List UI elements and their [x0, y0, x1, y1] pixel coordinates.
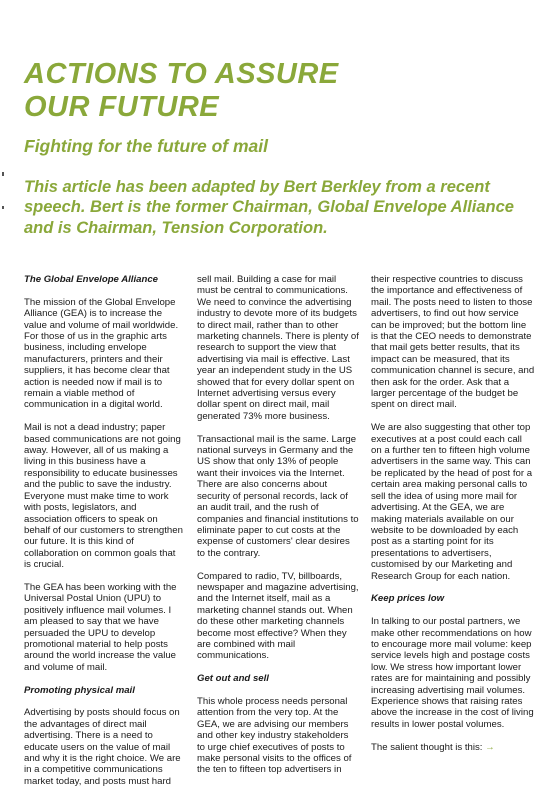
section-heading: Keep prices low	[371, 593, 445, 605]
title-line-1: ACTIONS TO ASSURE	[24, 58, 339, 90]
paragraph: Mail is not a dead industry; paper based communications are not going away. However, all of us making a living in this business have a responsibility to educate businesses and the public to save the industry. Everyone must make time to work with posts, legislators, and association officers to speak on behalf of our customers to strengthen our future. It is this kind of collaboration on common goals that is crucial.	[24, 422, 183, 571]
article-subtitle: Fighting for the future of mail	[24, 136, 269, 156]
section-heading: The Global Envelope Alliance	[24, 274, 158, 285]
title-line-2: OUR FUTURE	[24, 91, 220, 123]
column-3	[371, 274, 535, 764]
column-2	[197, 274, 359, 787]
section-heading: Promoting physical mail	[24, 684, 135, 696]
paragraph: We are also suggesting that other top executives at a post could each call on a further ten to fifteen high volume advertisers in the same way. This can be replicated by the head of post for a certain area making personal calls to sell the idea of using more mail for advertising. At the GEA, we are making materials available on our website to be downloaded by each post as a starting point for its presentations to advertisers, customised by our Marketing and Research Group for each nation.	[371, 422, 533, 582]
paragraph: their respective countries to discuss the importance and effectiveness of mail. The posts need to listen to those advertisers, to find out how service can be improved; but the bottom line is that the CEO needs to demonstrate that mail gets better results, that its impact can be measured, that its communication channel is secure, and then ask for the order. Ask that a larger percentage of the budget be spent on direct mail.	[371, 274, 535, 411]
paragraph: Transactional mail is the same. Large national surveys in Germany and the US show that only 13% of people want their invoices via the Internet. There are also concerns about security of personal records, lack of an audit trail, and the rush of companies and financial institutions to eliminate paper to cut costs at the expense of customers' clear desires to the contrary.	[197, 433, 359, 559]
paragraph: This whole process needs personal attention from the very top. At the GEA, we are advising our members and other key industry stakeholders to urge chief executives of posts to make personal visits to the offices of the ten to fifteen top advertisers in	[197, 695, 352, 776]
paragraph: Advertising by posts should focus on the advantages of direct mail advertising. There is a need to educate users on the value of mail and why it is the right choice. We are in a competitive communications market today, and posts must hard	[24, 707, 181, 787]
paragraph: The mission of the Global Envelope Alliance (GEA) is to increase the value and volume of mail worldwide. For those of us in the graphic arts business, including envelope manufacturers, printers and their suppliers, it has become clear that action is needed now if mail is to remain a viable method of communication in a digital world.	[24, 296, 179, 411]
paragraph: In talking to our postal partners, we make other recommendations on how to encourage more mail volume: keep service levels high and postage costs low. We stress how important lower rates are for maintaining and possibly increasing advertising mail volumes. Experience shows that raising rates above the increase in the cost of living results in lower postal volumes.	[371, 616, 534, 730]
page-edge-mark	[2, 172, 4, 176]
paragraph: The GEA has been working with the Universal Postal Union (UPU) to positively influence mail volumes. I am pleased to say that we have persuaded the UPU to develop promotional material to help posts around the world increase the value and volume of mail.	[24, 581, 177, 673]
article-title	[24, 58, 524, 124]
page-edge-mark	[2, 206, 4, 209]
closing-sentence: The salient thought is this:	[371, 741, 486, 753]
continue-arrow-icon: →	[485, 741, 495, 753]
paragraph-continued	[371, 742, 535, 753]
column-1	[24, 274, 184, 799]
paragraph: Compared to radio, TV, billboards, newspaper and magazine advertising, and the Internet itself, mail as a marketing channel stands out. When do these other marketing channels become most effective? When they are combined with mail communications.	[197, 570, 359, 662]
section-heading: Get out and sell	[197, 673, 269, 685]
article-intro: This article has been adapted by Bert Berkley from a recent speech. Bert is the former Chairman, Global Envelope Alliance and is Chairman, Tension Corporation.	[24, 178, 514, 237]
paragraph: sell mail. Building a case for mail must be central to communications. We need to convince the advertising industry to devote more of its budgets to direct mail, rather than to other marketing channels. There is plenty of research to support the view that advertising via mail is effective. Last year an independent study in the US showed that for every dollar spent on Internet advertising versus every dollar spent on direct mail, mail generated 73% more business.	[197, 274, 359, 422]
